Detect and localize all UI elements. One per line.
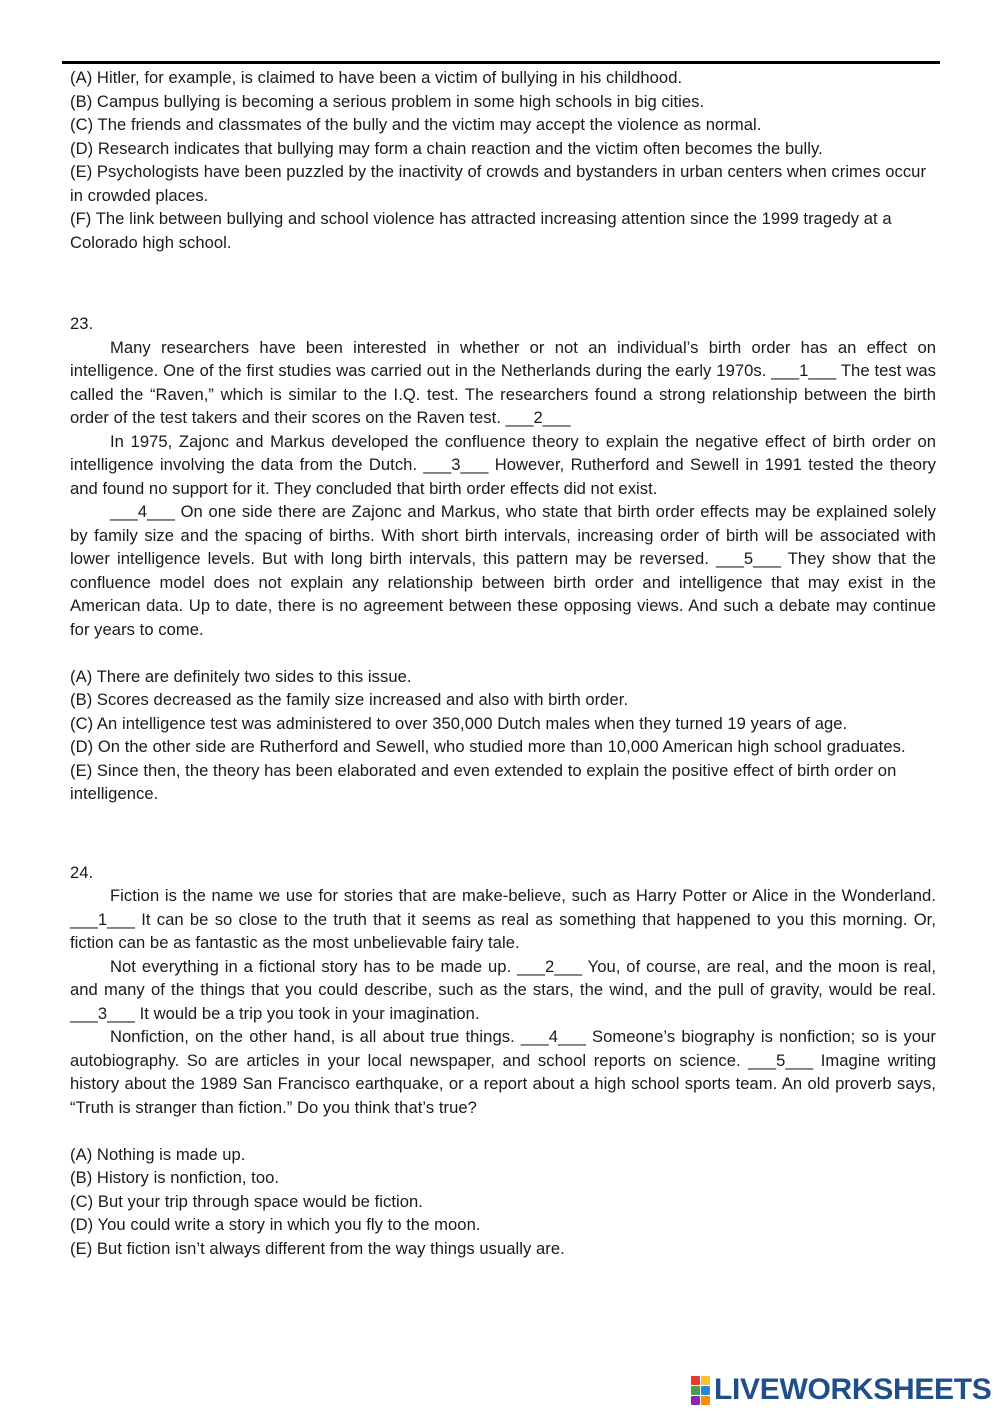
option-24-a: (A) Nothing is made up.: [70, 1144, 246, 1164]
option-23-b: (B) Scores decreased as the family size increased and also with birth order.: [70, 690, 629, 709]
option-23-d: (D) On the other side are Rutherford and Sewell, who studied more than 10,000 American high school graduates.: [70, 737, 906, 756]
option-22-c: (C) The friends and classmates of the bully and the victim may accept the violence as normal.: [70, 115, 762, 134]
worksheet-body: [70, 66, 936, 1260]
option-23-a: (A) There are definitely two sides to this issue.: [70, 666, 412, 686]
option-22-d: (D) Research indicates that bullying may form a chain reaction and the victim often becomes the bully.: [70, 138, 823, 158]
options-block-22: [70, 66, 936, 254]
question-24-paragraph-3: Nonfiction, on the other hand, is all about true things. ___4___ Someone’s biography is nonfiction; so is your autobiography. So are articles in your local newspaper, and school reports on science. ___5___ Imagine writing history about the 1989 San Francisco earthquake, or a report about a high school sports team. An old proverb says, “Truth is stranger than fiction.” Do you think that’s true?: [70, 1027, 936, 1117]
option-22-a: (A) Hitler, for example, is claimed to have been a victim of bullying in his childhood.: [70, 68, 683, 87]
logo-tile-1: [691, 1376, 700, 1385]
question-24: [70, 861, 936, 1261]
question-23-paragraph-3: ___4___ On one side there are Zajonc and Markus, who state that birth order effects may be explained solely by family size and the spacing of births. With short birth intervals, increasing order of birth will be associated with lower intelligence levels. But with long birth intervals, this pattern may be reversed. ___5___ They show that the confluence model does not explain any relationship between birth order and intelligence that may exist in the American data. Up to date, there is no agreement between these opposing views. And such a debate may continue for years to come.: [70, 502, 936, 639]
logo-tile-2: [701, 1376, 710, 1385]
option-24-e: (E) But fiction isn’t always different from the way things usually are.: [70, 1238, 565, 1258]
option-23-e: (E) Since then, the theory has been elaborated and even extended to explain the positive effect of birth order on intelligence.: [70, 760, 897, 803]
logo-tile-6: [701, 1396, 710, 1405]
option-22-e: (E) Psychologists have been puzzled by the inactivity of crowds and bystanders in urban centers when crimes occur in crowded places.: [70, 162, 927, 205]
option-23-c: (C) An intelligence test was administered to over 350,000 Dutch males when they turned 19 years of age.: [70, 713, 848, 733]
option-22-f: (F) The link between bullying and school violence has attracted increasing attention since the 1999 tragedy at a Colorado high school.: [70, 209, 892, 252]
liveworksheets-brand-text: LIVEWORKSHEETS: [714, 1373, 992, 1406]
top-rule: [62, 61, 940, 64]
question-24-number: 24.: [70, 862, 94, 882]
option-24-d: (D) You could write a story in which you fly to the moon.: [70, 1215, 481, 1234]
option-24-c: (C) But your trip through space would be fiction.: [70, 1191, 423, 1211]
question-23-paragraph-1: Many researchers have been interested in whether or not an individual’s birth order has an effect on intelligence. One of the first studies was carried out in the Netherlands during the early 1970s. ___1___ The test was called the “Raven,” which is similar to the I.Q. test. The researchers found a strong relationship between the birth order of the test takers and their scores on the Raven test. ___2___: [70, 337, 936, 427]
question-24-paragraph-1: Fiction is the name we use for stories that are make-believe, such as Harry Potter or Alice in the Wonderland. ___1___ It can be so close to the truth that it seems as real as something that happened to you this morning. Or, fiction can be as fantastic as the most unbelievable fairy tale.: [70, 886, 936, 952]
question-23-number: 23.: [70, 314, 94, 333]
logo-tile-4: [701, 1386, 710, 1395]
question-23-paragraph-2: In 1975, Zajonc and Markus developed the confluence theory to explain the negative effect of birth order on intelligence involving the data from the Dutch. ___3___ However, Rutherford and Sewell in 1991 tested the theory and found no support for it. They concluded that birth order effects did not exist.: [70, 431, 936, 498]
question-24-paragraph-2: Not everything in a fictional story has to be made up. ___2___ You, of course, are real, and the moon is real, and many of the things that you could describe, such as the stars, the wind, and the pull of gravity, would be real. ___3___ It would be a trip you took in your imagination.: [70, 956, 936, 1023]
question-23: [70, 312, 936, 806]
option-24-b: (B) History is nonfiction, too.: [70, 1168, 280, 1187]
liveworksheets-logo[interactable]: [691, 1373, 992, 1407]
logo-tile-5: [691, 1396, 700, 1405]
liveworksheets-logo-icon: [691, 1376, 710, 1405]
logo-tile-3: [691, 1386, 700, 1395]
option-22-b: (B) Campus bullying is becoming a serious problem in some high schools in big cities.: [70, 91, 705, 111]
